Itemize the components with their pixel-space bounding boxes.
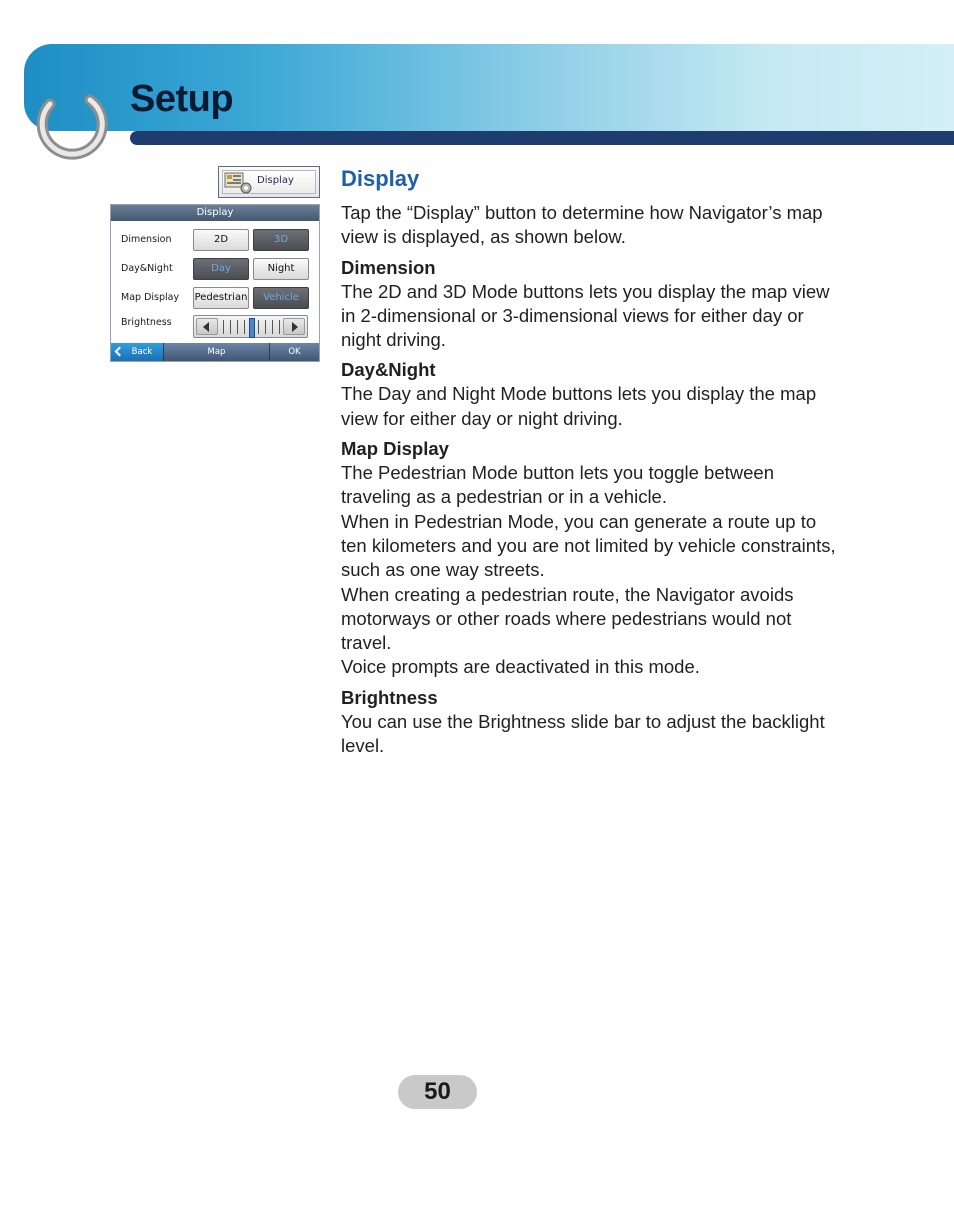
brightness-slider[interactable]	[193, 315, 308, 338]
map-display-label: Map Display	[121, 292, 180, 303]
slider-left-arrow[interactable]	[196, 318, 218, 335]
day-night-text: The Day and Night Mode buttons lets you display the map view for either day or night driving.	[341, 383, 817, 429]
map-display-text-2: When in Pedestrian Mode, you can generate a route up to ten kilometers and you are not limited by vehicle constraints, such as one way streets.	[341, 510, 836, 581]
ok-button[interactable]: OK	[269, 343, 319, 361]
ring-icon	[30, 82, 110, 162]
3d-button[interactable]: 3D	[253, 229, 309, 251]
header-rule	[130, 131, 954, 145]
dimension-heading: Dimension	[341, 256, 436, 278]
display-button-figure	[218, 166, 320, 198]
2d-button[interactable]: 2D	[193, 229, 249, 251]
text-column	[341, 201, 841, 758]
slider-right-arrow[interactable]	[283, 318, 305, 335]
display-settings-screen	[110, 204, 320, 362]
dimension-text: The 2D and 3D Mode buttons lets you display the map view in 2-dimensional or 3-dimensional views for either day or night driving.	[341, 280, 830, 351]
slider-thumb[interactable]	[249, 318, 255, 338]
intro-text: Tap the “Display” button to determine how Navigator’s map view is displayed, as shown below.	[341, 202, 823, 248]
brightness-text: You can use the Brightness slide bar to adjust the backlight level.	[341, 710, 825, 757]
display-settings-icon	[223, 170, 255, 194]
section-title: Display	[341, 166, 420, 191]
brightness-label: Brightness	[121, 317, 172, 328]
day-night-label: Day&Night	[121, 263, 173, 274]
page-title: Setup	[130, 78, 234, 120]
map-display-heading: Map Display	[341, 438, 449, 460]
arrow-left-icon	[203, 322, 209, 332]
map-display-text-3: When creating a pedestrian route, the Navigator avoids motorways or other roads where pedestrians would not travel.	[341, 583, 794, 654]
map-button[interactable]: Map	[163, 343, 269, 361]
brightness-heading: Brightness	[341, 686, 438, 708]
screen-footer	[111, 343, 319, 361]
display-button-label: Display	[257, 175, 294, 186]
vehicle-button[interactable]: Vehicle	[253, 287, 309, 309]
back-button[interactable]: Back	[111, 343, 163, 361]
dimension-label: Dimension	[121, 234, 172, 245]
day-night-heading: Day&Night	[341, 359, 436, 381]
map-display-text-4: Voice prompts are deactivated in this mode.	[341, 656, 700, 678]
screen-title: Display	[111, 205, 319, 221]
day-button[interactable]: Day	[193, 258, 249, 280]
pedestrian-button[interactable]: Pedestrian	[193, 287, 249, 309]
arrow-right-icon	[292, 322, 298, 332]
night-button[interactable]: Night	[253, 258, 309, 280]
page-number: 50	[398, 1075, 477, 1109]
map-display-text-1: The Pedestrian Mode button lets you toggle between traveling as a pedestrian or in a vehicle.	[341, 462, 774, 508]
slider-track[interactable]	[221, 320, 281, 334]
